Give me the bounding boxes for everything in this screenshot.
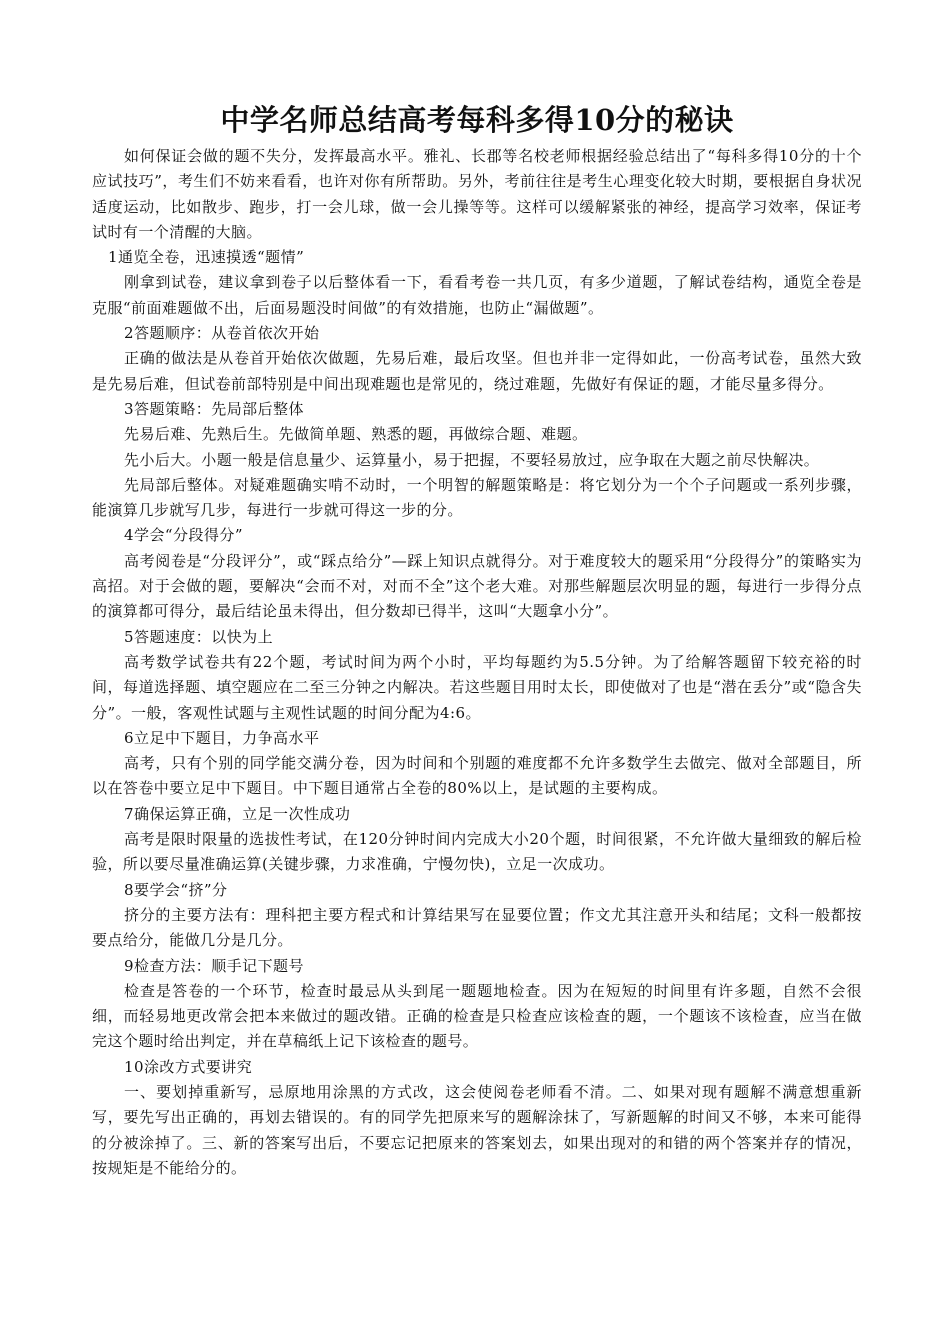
intro-paragraph: 如何保证会做的题不失分，发挥最高水平。雅礼、长郡等名校老师根据经验总结出了“每科多得10分的十个应试技巧”，考生们不妨来看看，也许对你有所帮助。另外，考前往往是考生心理变化较大时期，要根据自身状况适度运动，比如散步、跑步，打一会儿球，做一会儿操等等。这样可以缓解紧张的神经，提高学习效率，保证考试时有一个清醒的大脑。 bbox=[92, 147, 862, 241]
section-paragraph: 先局部后整体。对疑难题确实啃不动时，一个明智的解题策略是：将它划分为一个个子问题或一系列步骤，能演算几步就写几步，每进行一步就可得这一步的分。 bbox=[92, 475, 862, 520]
section-paragraph: 一、要划掉重新写，忌原地用涂黑的方式改，这会使阅卷老师看不清。二、如果对现有题解不满意想重新写，要先写出正确的，再划去错误的。有的同学先把原来写的题解涂抹了，写新题解的时间又不够，本来可能得的分被涂掉了。三、新的答案写出后，不要忘记把原来的答案划去，如果出现对的和错的两个答案并存的情况，按规矩是不能给分的。 bbox=[92, 1082, 862, 1177]
section-heading: 6立足中下题目，力争高水平 bbox=[124, 728, 320, 747]
section-heading: 1通览全卷，迅速摸透“题情” bbox=[108, 248, 305, 267]
section-paragraph: 先易后难、先熟后生。先做简单题、熟悉的题，再做综合题、难题。 bbox=[124, 425, 588, 444]
section-heading: 2答题顺序：从卷首依次开始 bbox=[124, 324, 320, 343]
document-page bbox=[92, 100, 862, 1181]
section-paragraph: 先小后大。小题一般是信息量少、运算量小，易于把握，不要轻易放过，应争取在大题之前尽快解决。 bbox=[124, 450, 820, 469]
section-heading: 7确保运算正确，立足一次性成功 bbox=[124, 804, 351, 823]
section-paragraph: 挤分的主要方法有：理科把主要方程式和计算结果写在显要位置；作文尤其注意开头和结尾；文科一般都按要点给分，能做几分是几分。 bbox=[92, 905, 862, 950]
section-heading: 9检查方法：顺手记下题号 bbox=[124, 956, 304, 975]
section-heading: 5答题速度：以快为上 bbox=[124, 627, 274, 646]
section-paragraph: 高考，只有个别的同学能交满分卷，因为时间和个别题的难度都不允许多数学生去做完、做对全部题目，所以在答卷中要立足中下题目。中下题目通常占全卷的80%以上，是试题的主要构成。 bbox=[92, 754, 862, 798]
section-paragraph: 高考阅卷是“分段评分”，或“踩点给分”—踩上知识点就得分。对于难度较大的题采用“分段得分”的策略实为高招。对于会做的题，要解决“会而不对，对而不全”这个老大难。对那些解题层次明显的题，每进行一步得分点的演算都可得分，最后结论虽未得出，但分数却已得半，这叫“大题拿小分”。 bbox=[92, 551, 862, 621]
section-paragraph: 高考数学试卷共有22个题，考试时间为两个小时，平均每题约为5.5分钟。为了给解答题留下较充裕的时间，每道选择题、填空题应在二至三分钟之内解决。若这些题目用时太长，即使做对了也是“潜在丢分”或“隐含失分”。一般，客观性试题与主观性试题的时间分配为4:6。 bbox=[92, 652, 862, 722]
section-heading: 4学会“分段得分” bbox=[124, 526, 243, 545]
section-heading: 10涂改方式要讲究 bbox=[124, 1057, 253, 1076]
section-paragraph: 检查是答卷的一个环节，检查时最忌从头到尾一题题地检查。因为在短短的时间里有许多题，自然不会很细，而轻易地更改常会把本来做过的题改错。正确的检查是只检查应该检查的题，一个题该不该检查，应当在做完这个题时给出判定，并在草稿纸上记下该检查的题号。 bbox=[92, 981, 862, 1051]
section-paragraph: 高考是限时限量的选拔性考试，在120分钟时间内完成大小20个题，时间很紧，不允许做大量细致的解后检验，所以要尽量准确运算(关键步骤，力求准确，宁慢勿快)，立足一次成功。 bbox=[92, 830, 862, 874]
section-heading: 3答题策略：先局部后整体 bbox=[124, 399, 304, 418]
section-paragraph: 正确的做法是从卷首开始依次做题，先易后难，最后攻坚。但也并非一定得如此，一份高考试卷，虽然大致是先易后难，但试卷前部特别是中间出现难题也是常见的，绕过难题，先做好有保证的题，才能尽量多得分。 bbox=[92, 349, 862, 393]
document-title: 中学名师总结高考每科多得10分的秘诀 bbox=[220, 103, 734, 137]
section-heading: 8要学会“挤”分 bbox=[124, 880, 228, 899]
section-paragraph: 刚拿到试卷，建议拿到卷子以后整体看一下，看看考卷一共几页，有多少道题，了解试卷结构，通览全卷是克服“前面难题做不出，后面易题没时间做”的有效措施，也防止“漏做题”。 bbox=[92, 273, 862, 317]
